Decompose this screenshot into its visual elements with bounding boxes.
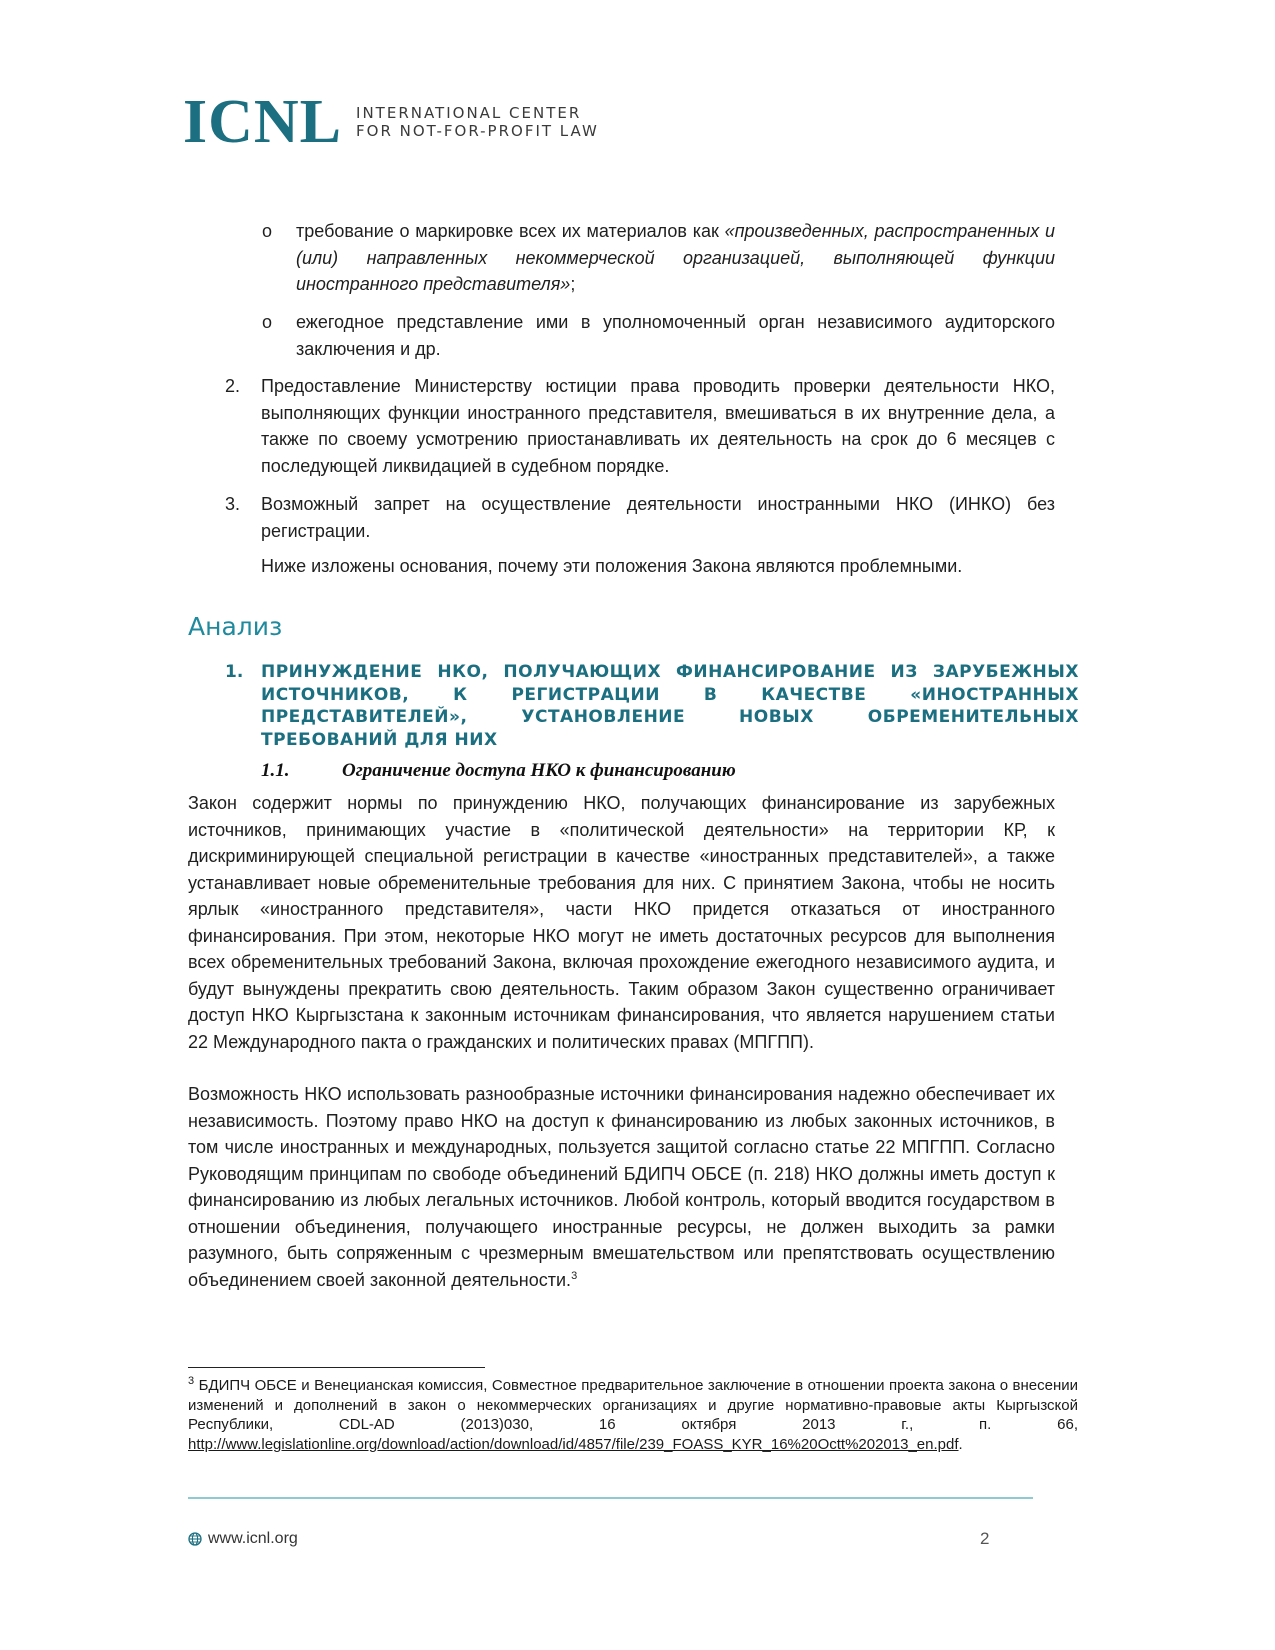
footer-website[interactable] [188,1530,298,1548]
bullet-item [296,309,1055,362]
bullet-text: ежегодное представление ими в уполномоченный орган независимого аудиторского заключения и др. [296,312,1055,359]
logo-text [356,104,599,140]
bullet-text: требование о маркировке всех их материалов как [296,221,725,241]
icnl-logo [183,88,599,156]
footnote-link-tail: . [958,1435,963,1453]
footnote-link[interactable]: http://www.legislationline.org/download/action/download/id/4857/file/239_FOASS_KYR_16%20Octt%202013_en.pdf [188,1435,959,1453]
subsection-title: Ограничение доступа НКО к финансированию [342,760,736,781]
subsection-number: 1.1. [261,760,290,781]
footnote-text: БДИПЧ ОБСЕ и Венецианская комиссия, Совместное предварительное заключение в отношении проекта закона о внесении изменений и дополнений в закон о некоммерческих организациях и другие нормативно-правовые акты Кыргызской Республики, CDL-AD (2013)030, 16 октября 2013 г., п. 66, [188,1377,1078,1433]
analysis-heading: Анализ [188,612,283,641]
bullet-marker: o [262,312,273,332]
section-title: ПРИНУЖДЕНИЕ НКО, ПОЛУЧАЮЩИХ ФИНАНСИРОВАНИЕ ИЗ ЗАРУБЕЖНЫХ ИСТОЧНИКОВ, К РЕГИСТРАЦИИ В КАЧЕСТВЕ «ИНОСТРАННЫХ ПРЕДСТАВИТЕЛЕЙ», УСТАНОВЛЕНИЕ НОВЫХ ОБРЕМЕНИТЕЛЬНЫХ ТРЕБОВАНИЙ ДЛЯ НИХ [261,662,1079,750]
page-number: 2 [980,1529,990,1548]
list-number: 2. [225,376,241,396]
footnote-ref: 3 [571,1269,578,1282]
section-number: 1. [225,662,244,682]
footer-site-text: www.icnl.org [208,1530,298,1547]
logo-line-1: INTERNATIONAL CENTER [356,104,582,122]
logo-line-2: FOR NOT-FOR-PROFIT LAW [356,122,599,140]
body-paragraph: Закон содержит нормы по принуждению НКО, получающих финансирование из зарубежных источников, принимающих участие в «политической деятельности» на территории КР, к дискриминирующей специальной регистрации в качестве «иностранных представителей», а также устанавливает новые обременительные требования для них. С принятием Закона, чтобы не носить ярлык «иностранного представителя», части НКО придется отказаться от иностранного финансирования. При этом, некоторые НКО могут не иметь достаточных ресурсов для выполнения всех обременительных требований Закона, включая прохождение ежегодного независимого аудита, и будут вынуждены прекратить свою деятельность. Таким образом Закон существенно ограничивает доступ НКО Кыргызстана к законным источникам финансирования, что является нарушением статьи 22 Международного пакта о гражданских и политических правах (МПГПП). [188,793,1055,1052]
list-item-text: Возможный запрет на осуществление деятельности иностранными НКО (ИНКО) без регистрации. [261,494,1055,541]
footnote [188,1376,1078,1454]
intro-note: Ниже изложены основания, почему эти положения Закона являются проблемными. [261,556,963,576]
bullet-quote: «произведенных, распространенных и (или) направленных некоммерческой организацией, выполняющей функции иностранного представителя» [296,221,1055,294]
footnote-divider [188,1367,485,1368]
logo-mark: ICNL [183,88,343,156]
list-item-text: Предоставление Министерству юстиции права проводить проверки деятельности НКО, выполняющих функции иностранного представителя, вмешиваться в их внутренние дела, а также по своему усмотрению приостанавливать их деятельность на срок до 6 месяцев с последующей ликвидацией в судебном порядке. [261,376,1055,476]
globe-icon [188,1532,202,1546]
bullet-marker: o [262,221,273,241]
bullet-item [296,218,1055,298]
footnote-number: 3 [188,1375,195,1387]
body-paragraph [188,1081,1055,1293]
list-number: 3. [225,494,241,514]
bullet-tail: ; [570,274,576,294]
paragraph-text: Возможность НКО использовать разнообразные источники финансирования надежно обеспечивает их независимость. Поэтому право НКО на доступ к финансированию из любых законных источников, в том числе иностранных и международных, пользуется защитой согласно статье 22 МПГПП. Согласно Руководящим принципам по свободе объединений БДИПЧ ОБСЕ (п. 218) НКО должны иметь доступ к финансированию из любых легальных источников. Любой контроль, который вводится государством в отношении объединения, получающего иностранные ресурсы, не должен выходить за рамки разумного, быть сопряженным с чрезмерным вмешательством или препятствовать осуществлению объединением своей законной деятельности. [188,1084,1055,1290]
footer-divider [188,1497,1033,1499]
